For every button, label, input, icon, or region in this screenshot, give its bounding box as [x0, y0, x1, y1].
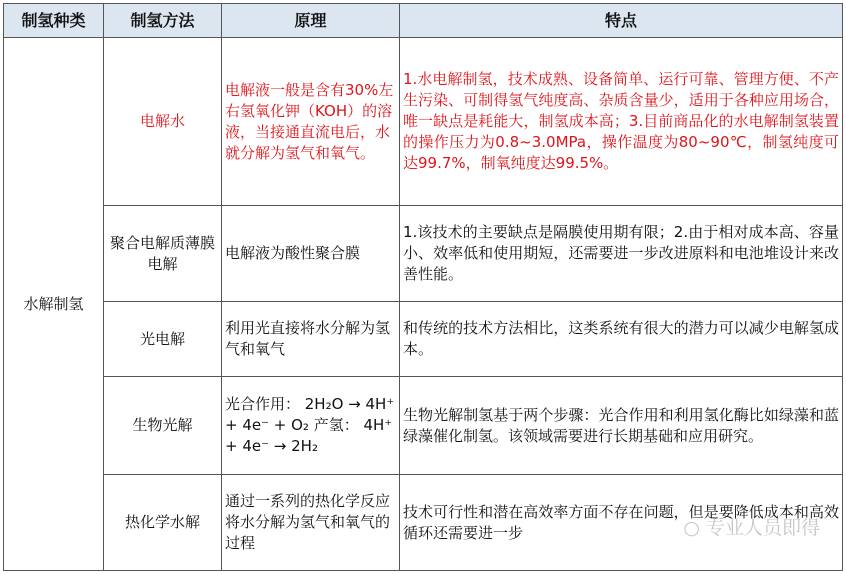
method-cell: 聚合电解质薄膜电解 — [104, 206, 222, 302]
table-row — [4, 302, 843, 377]
table-row — [4, 377, 843, 475]
principle-cell: 电解液为酸性聚合膜 — [222, 206, 400, 302]
method-cell: 电解水 — [104, 38, 222, 206]
category-cell: 水解制氢 — [4, 38, 104, 571]
header-principle: 原理 — [222, 4, 400, 38]
chat-icon: ○ — [683, 517, 700, 539]
feature-cell: 1.该技术的主要缺点是隔膜使用期有限；2.由于相对成本高、容量小、效率低和使用期短，还需要进一步改进原料和电池堆设计来改善性能。 — [400, 206, 843, 302]
feature-cell: 和传统的技术方法相比，这类系统有很大的潜力可以减少电解氢成本。 — [400, 302, 843, 377]
table-row — [4, 475, 843, 571]
principle-cell: 光合作用： 2H₂O → 4H⁺ + 4e⁻ + O₂ 产氢： 4H⁺ + 4e⁻ → 2H₂ — [222, 377, 400, 475]
header-method: 制氢方法 — [104, 4, 222, 38]
table-row — [4, 206, 843, 302]
principle-cell: 利用光直接将水分解为氢气和氧气 — [222, 302, 400, 377]
header-feature: 特点 — [400, 4, 843, 38]
header-row — [4, 4, 843, 38]
method-cell: 生物光解 — [104, 377, 222, 475]
table-row — [4, 38, 843, 206]
feature-cell: 1.水电解制氢，技术成熟、设备简单、运行可靠、管理方便、不产生污染、可制得氢气纯度高、杂质含量少，适用于各种应用场合，唯一缺点是耗能大，制氢成本高；3.目前商品化的水电解制氢装置的操作压力为0.8~3.0MPa，操作温度为80~90℃，制氢纯度可达99.7%，制氧纯度达99.5%。 — [400, 38, 843, 206]
hydrogen-production-table — [3, 3, 843, 571]
principle-cell: 通过一系列的热化学反应将水分解为氢气和氧气的过程 — [222, 475, 400, 571]
feature-cell: 技术可行性和潜在高效率方面不存在问题，但是要降低成本和高效循环还需要进一步 — [400, 475, 843, 571]
watermark-text: 专业人员即得 — [705, 517, 820, 539]
method-cell: 光电解 — [104, 302, 222, 377]
principle-cell: 电解液一般是含有30%左右氢氧化钾（KOH）的溶液，当接通直流电后，水就分解为氢气和氧气。 — [222, 38, 400, 206]
method-cell: 热化学水解 — [104, 475, 222, 571]
header-category: 制氢种类 — [4, 4, 104, 38]
feature-cell: 生物光解制氢基于两个步骤：光合作用和利用氢化酶比如绿藻和蓝绿藻催化制氢。该领域需要进行长期基础和应用研究。 — [400, 377, 843, 475]
